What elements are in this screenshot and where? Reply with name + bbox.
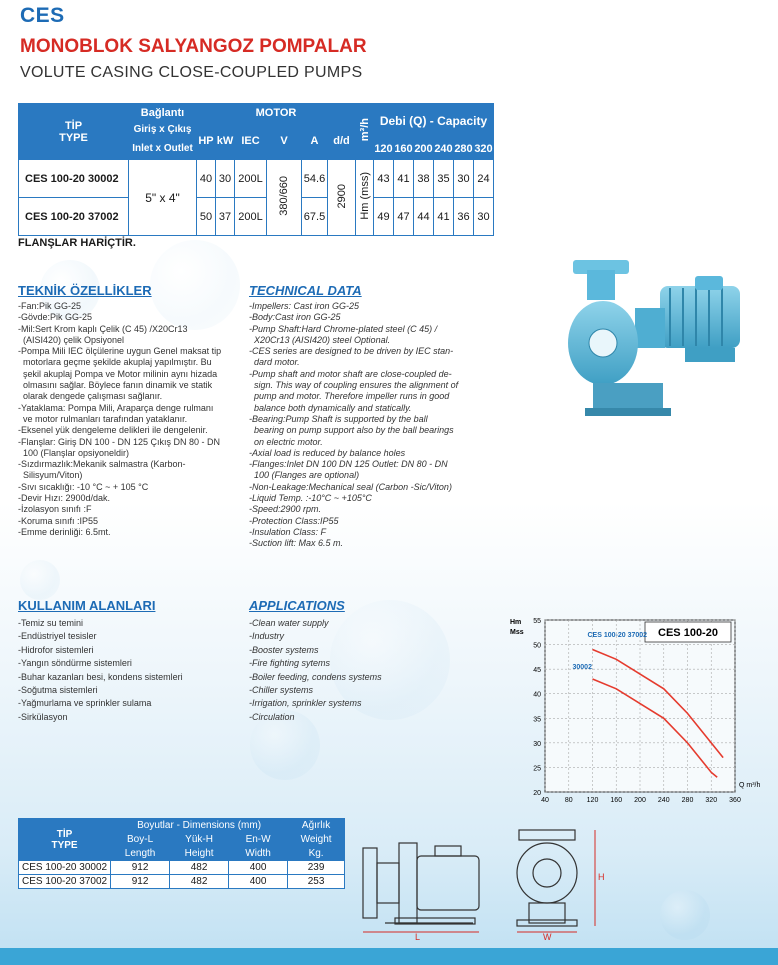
head-value: 30 [474,198,494,236]
list-item: -Impellers: Cast iron GG-25 [249,301,360,311]
pump-image [565,258,750,423]
height-value: 482 [170,875,229,889]
list-item: -Endüstriyel tesisler [18,631,97,642]
weight-value: 253 [288,875,345,889]
row-name: CES 100-20 30002 [19,861,111,875]
list-item: -Gövde:Pik GG-25 [18,312,93,323]
giris-cikis-header: Giriş x Çıkış [129,122,197,138]
teknik-title: TEKNİK ÖZELLİKLER [18,283,152,298]
boyutlar-header: Boyutlar - Dimensions (mm) [111,819,288,833]
head-value: 24 [474,160,494,198]
rpm-value: 2900 [328,160,356,236]
dim-l-label: L [415,932,421,942]
x-tick-label: 160 [610,797,623,804]
agirlik-header: Ağırlık [288,819,345,833]
kw-value: 37 [216,198,235,236]
list-item: -Pompa Mili IEC ölçülerine uygun Genel maksat tip [18,346,222,357]
x-tick-label: 360 [729,797,741,804]
flow-header: 160 [394,138,414,160]
flow-header: 320 [474,138,494,160]
connection-size: 5" x 4" [129,160,197,236]
list-item: dard motor. [249,357,300,368]
list-item: -Protection Class:IP55 [249,515,339,526]
list-item: -Liquid Temp. :-10°C ~ +105°C [249,493,372,504]
series-label: 30002 [572,664,592,672]
list-item: -Booster systems [249,644,319,655]
hp-value: 50 [197,198,216,236]
list-item: -Sızdırmazlık:Mekanik salmastra (Karbon- [18,459,186,470]
x-tick-label: 200 [634,797,646,804]
iec-value: 200L [235,160,267,198]
iec-value: 200L [235,198,267,236]
kw-header: kW [216,122,235,160]
bottom-bar [0,948,778,965]
flow-header: 120 [374,138,394,160]
dim-h-label: H [598,872,605,882]
list-item: -Axial load is reduced by balance holes [249,447,406,458]
en-header: En-W [229,833,288,847]
list-item: -Eksenel yük dengeleme delikleri ile dengelenir. [18,425,208,436]
list-item: 100 (Flanşlar opsiyoneldir) [18,447,130,458]
chart-title: CES 100-20 [658,627,718,639]
series-label: CES 100-20 37002 [587,632,648,640]
x-tick-label: 240 [657,797,670,804]
y-axis-label-bottom: Mss [510,629,524,636]
list-item: -Fire fighting sytems [249,658,331,669]
hp-header: HP [197,122,216,160]
hm-label: Hm (mss) [356,160,374,236]
list-item: -Non-Leakage:Mechanical seal (Carbon -Sic/Viton) [249,481,452,492]
width-header: Width [229,847,288,861]
head-value: 30 [454,160,474,198]
list-item: on electric motor. [249,436,323,447]
list-item: pump and motor. Therefore impeller runs in good [249,391,450,402]
list-item: -Pump shaft and motor shaft are close-coupled de- [249,368,452,379]
yuk-header: Yük-H [170,833,229,847]
list-item: -Pump Shaft:Hard Chrome-plated steel (C 45) / [249,323,438,334]
list-item: -Bearing:Pump Shaft is supported by the ball [249,413,428,424]
flow-header: 240 [434,138,454,160]
bubble-decoration [660,890,710,940]
list-item: -Yataklama: Pompa Mili, Araparça denge rulmanı [18,402,214,413]
list-item: balance both dynamically and statically. [249,402,412,413]
weight-value: 239 [288,861,345,875]
performance-chart [500,610,770,810]
head-value: 44 [414,198,434,236]
head-value: 41 [434,198,454,236]
length-header: Length [111,847,170,861]
list-item: -Clean water supply [249,618,329,628]
list-item: -CES series are designed to be driven by IEC stan- [249,346,454,357]
list-item: -Yağmurlama ve sprinkler sulama [18,698,152,709]
list-item: 100 (Flanges are optional) [249,470,360,481]
y-tick-label: 35 [533,716,541,724]
length-value: 912 [111,875,170,889]
list-item: -Fan:Pik GG-25 [18,301,82,311]
x-tick-label: 120 [586,797,599,804]
list-item: Silisyum/Viton) [18,470,83,481]
height-header: Height [170,847,229,861]
title-turkish: MONOBLOK SALYANGOZ POMPALAR [20,36,367,57]
list-item: -Insulation Class: F [249,526,327,537]
applications-list [249,617,382,724]
list-item: -Emme derinliği: 6.5mt. [18,526,111,537]
list-item: -Chiller systems [249,685,314,696]
title-english: VOLUTE CASING CLOSE-COUPLED PUMPS [20,64,363,81]
x-tick-label: 280 [681,797,694,804]
technical-title: TECHNICAL DATA [249,283,362,298]
inlet-outlet-header: Inlet x Outlet [129,138,197,160]
row-name: CES 100-20 37002 [19,198,129,236]
list-item: -Boiler feeding, condens systems [249,671,382,682]
x-axis-label: Q m³/h [739,782,761,789]
flange-note: FLANŞLAR HARİÇTİR. [18,237,136,249]
ampere-value: 54.6 [302,160,328,198]
list-item: -Buhar kazanları besi, kondens sistemleri [18,671,183,682]
side-view-drawing [355,828,500,943]
teknik-list [18,301,221,538]
list-item: olmasını sağlar. Böylece fanın dinamik ve statik [18,380,213,391]
y-tick-label: 30 [533,740,541,748]
voltage-value: 380/660 [267,160,302,236]
row-name: CES 100-20 37002 [19,875,111,889]
list-item: -Irrigation, sprinkler systems [249,698,362,709]
list-item: -İzolasyon sınıfı :F [18,504,92,515]
list-item: -Soğutma sistemleri [18,685,98,696]
height-value: 482 [170,861,229,875]
head-value: 43 [374,160,394,198]
head-value: 36 [454,198,474,236]
y-tick-label: 45 [533,667,541,675]
width-value: 400 [229,861,288,875]
motor-header: MOTOR [197,104,356,122]
tip-type-header: TİP TYPE [19,819,111,861]
head-value: 49 [374,198,394,236]
y-tick-label: 50 [533,642,541,650]
y-tick-label: 55 [533,618,541,625]
flow-header: 280 [454,138,474,160]
x-tick-label: 80 [564,797,573,804]
list-item: -Body:Cast iron GG-25 [249,312,341,323]
list-item: -Mil:Sert Krom kaplı Çelik (C 45) /X20Cr13 [18,323,188,334]
width-value: 400 [229,875,288,889]
m3h-header: m³/h [356,104,374,160]
dimension-table [18,818,345,889]
y-axis-label-top: Hm [510,619,522,626]
head-value: 47 [394,198,414,236]
tip-type-header: TİP TYPE [19,104,129,160]
kullanim-title: KULLANIM ALANLARI [18,598,156,613]
dd-header: d/d [328,122,356,160]
hp-value: 40 [197,160,216,198]
head-value: 35 [434,160,454,198]
list-item: (AISI420) çelik Opsiyonel [18,334,125,345]
applications-title: APPLICATIONS [249,598,345,613]
spec-table [18,103,494,236]
list-item: ve motor rulmanları tarafından yataklanır. [18,413,188,424]
y-tick-label: 25 [533,765,541,773]
row-name: CES 100-20 30002 [19,160,129,198]
flow-header: 200 [414,138,434,160]
iec-header: IEC [235,122,267,160]
list-item: motorlara geçme şekilde akuplaj yapılmıştır. Bu [18,357,212,368]
front-view-drawing [505,828,615,943]
length-value: 912 [111,861,170,875]
list-item: sign. This way of coupling ensures the alignment of [249,380,459,391]
product-code: CES [20,4,65,27]
list-item: -Sıvı sıcaklığı: -10 °C ~ + 105 °C [18,481,149,492]
ampere-value: 67.5 [302,198,328,236]
list-item: -Hidrofor sistemleri [18,644,94,655]
list-item: olarak dengede çalışması sağlanır. [18,391,163,402]
head-value: 41 [394,160,414,198]
dim-w-label: W [543,932,552,942]
kullanim-list [18,617,183,724]
list-item: -Circulation [249,711,295,722]
v-header: V [267,122,302,160]
x-tick-label: 320 [705,797,718,804]
list-item: -Suction lift: Max 6.5 m. [249,538,344,549]
list-item: -Industry [249,631,285,642]
list-item: şekil akuplaj Pompa ve Motor milinin aynı hizada [18,368,218,379]
list-item: -Sirkülasyon [18,711,68,722]
list-item: -Flanşlar: Giriş DN 100 - DN 125 Çıkış DN 80 - DN [18,436,221,447]
y-tick-label: 20 [533,790,541,797]
x-tick-label: 40 [541,797,549,804]
list-item: -Koruma sınıfı :IP55 [18,515,99,526]
list-item: -Speed:2900 rpm. [249,504,322,515]
kg-header: Kg. [288,847,345,861]
baglanti-header: Bağlantı [129,104,197,122]
boy-header: Boy-L [111,833,170,847]
head-value: 38 [414,160,434,198]
debi-header: Debi (Q) - Capacity [374,104,494,138]
weight-header: Weight [288,833,345,847]
a-header: A [302,122,328,160]
list-item: -Devir Hızı: 2900d/dak. [18,493,111,504]
bubble-decoration [20,560,60,600]
list-item: -Yangın söndürme sistemleri [18,658,132,669]
list-item: -Temiz su temini [18,618,84,628]
kw-value: 30 [216,160,235,198]
y-tick-label: 40 [533,691,541,699]
list-item: bearing on pump support also by the ball bearings [249,425,454,436]
list-item: X20Cr13 (AISI420) steel Optional. [249,334,391,345]
technical-list [249,301,458,550]
list-item: -Flanges:Inlet DN 100 DN 125 Outlet: DN 80 - DN [249,459,448,470]
